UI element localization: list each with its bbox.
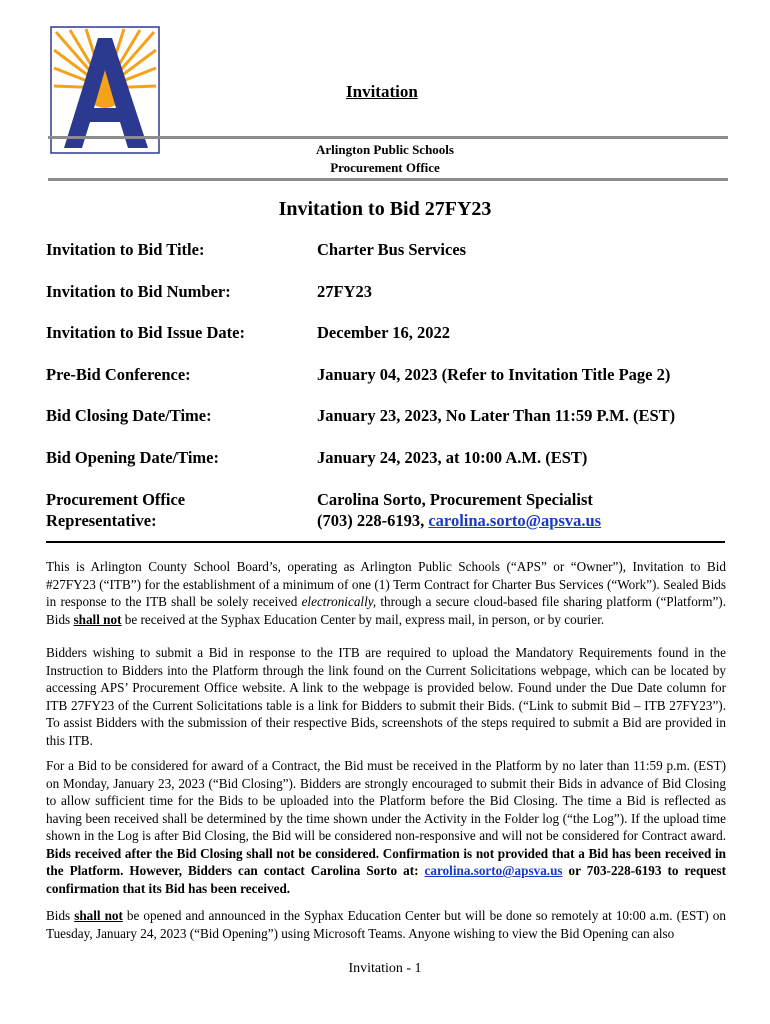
para1-shall-not: shall not <box>73 611 122 627</box>
field-value-prebid: January 04, 2023 (Refer to Invitation Title Page 2) <box>317 365 671 384</box>
field-label-prebid: Pre-Bid Conference: <box>46 365 191 384</box>
rep-label-line1: Procurement Office <box>46 490 186 509</box>
rep-label-line2: Representative: <box>46 511 157 530</box>
paragraph-deadline <box>46 757 726 897</box>
letter-a-sunburst-logo-icon <box>50 26 160 154</box>
paragraph-intro <box>46 558 726 628</box>
para4-text-c: be opened and announced in the Syphax Education Center but will be done so remotely at 10:00 a.m. (EST) on Tuesday, January 24, 2023 (“Bid Opening”) using Microsoft Teams. Anyone wishing to view the Bid Opening can also <box>46 908 726 941</box>
para3-bold-text: Bids received after the Bid Closing shall not be considered. Confirmation is not provided that a Bid has been received in the Platform. However, Bidders can contact Carolina Sorto at: <box>46 845 726 878</box>
field-label-closing: Bid Closing Date/Time: <box>46 406 212 425</box>
paragraph-submission: Bidders wishing to submit a Bid in response to the ITB are required to upload the Mandatory Requirements found in the Instruction to Bidders into the Platform through the link found on the Current Solicitations webpage, which can be located by accessing APS’ Procurement Office website. A link to the webpage is provided below. Found under the Due Date column for ITB 27FY23 of the Current Solicitations table is a link for Bidders to submit their Bids. (“Link to submit Bid – ITB 27FY23”). To assist Bidders with the submission of their respective Bids, screenshots of the steps required to submit a Bid are provided in this ITB. <box>46 645 726 748</box>
rep-name: Carolina Sorto, Procurement Specialist <box>317 490 593 509</box>
field-value-representative <box>317 489 737 531</box>
para3-bold-text-c: or 703-228-6193 to request confirmation that its Bid has been received. <box>46 863 726 896</box>
page-footer: Invitation - 1 <box>348 961 422 976</box>
field-value-closing: January 23, 2023, No Later Than 11:59 P.M. (EST) <box>317 406 676 425</box>
field-label-title: Invitation to Bid Title: <box>46 240 205 259</box>
rep-email-link[interactable]: carolina.sorto@apsva.us <box>428 511 602 530</box>
field-label-issue-date: Invitation to Bid Issue Date: <box>46 323 245 342</box>
para4-text-a: Bids <box>46 908 75 923</box>
header-rule-top <box>48 136 728 139</box>
para1-text-e: be received at the Syphax Education Center by mail, express mail, in person, or by courier. <box>121 611 605 627</box>
field-label-representative <box>46 489 311 531</box>
field-label-number: Invitation to Bid Number: <box>46 282 231 301</box>
document-title: Invitation to Bid 27FY23 <box>278 198 492 220</box>
para3-email-link[interactable]: carolina.sorto@apsva.us <box>424 863 563 878</box>
para1-text-italic: electronically, <box>301 594 377 609</box>
field-value-issue-date: December 16, 2022 <box>317 323 451 342</box>
field-value-opening: January 24, 2023, at 10:00 A.M. (EST) <box>317 448 588 467</box>
para4-shall-not: shall not <box>74 908 123 923</box>
section-divider <box>46 541 725 543</box>
aps-logo <box>50 26 160 154</box>
rep-phone: (703) 228-6193, <box>317 511 429 530</box>
para3-text-a: For a Bid to be considered for award of a Contract, the Bid must be received in the Platform by no later than 11:59 p.m. (EST) on Monday, January 23, 2023 (“Bid Closing”). Bidders are strongly encouraged to submit their Bids in advance of Bid Closing to allow sufficient time for the Bids to be uploaded into the Platform before the Bid Closing. The time a Bid is reflected as having been received shall be determined by the time shown under the Activity in the Folder log (“the Log”). If the upload time shown in the Log is after Bid Closing, the Bid will be considered non-responsive and will not be considered for Contract award. <box>46 758 726 843</box>
field-value-number: 27FY23 <box>317 282 372 301</box>
field-label-opening: Bid Opening Date/Time: <box>46 448 219 467</box>
para1-text-a: This is Arlington County School Board’s, operating as Arlington Public Schools (“APS” or “Owner”), Invitation to Bid #27FY23 (“ITB”) for the establishment of a minimum of one (1) Term Contract for Charter Bus Services (“Work”). Sealed Bids in response to the ITB shall be solely received <box>46 559 726 609</box>
paragraph-opening <box>46 907 726 942</box>
org-name: Arlington Public Schools <box>316 142 454 157</box>
org-office: Procurement Office <box>330 160 440 175</box>
header-rule-bottom <box>48 178 728 181</box>
para1-text-c: through a secure cloud-based file sharing platform (“Platform”). Bids <box>46 594 726 627</box>
field-value-title: Charter Bus Services <box>317 240 467 259</box>
header-title: Invitation <box>346 82 418 101</box>
rep-contact <box>317 510 737 531</box>
